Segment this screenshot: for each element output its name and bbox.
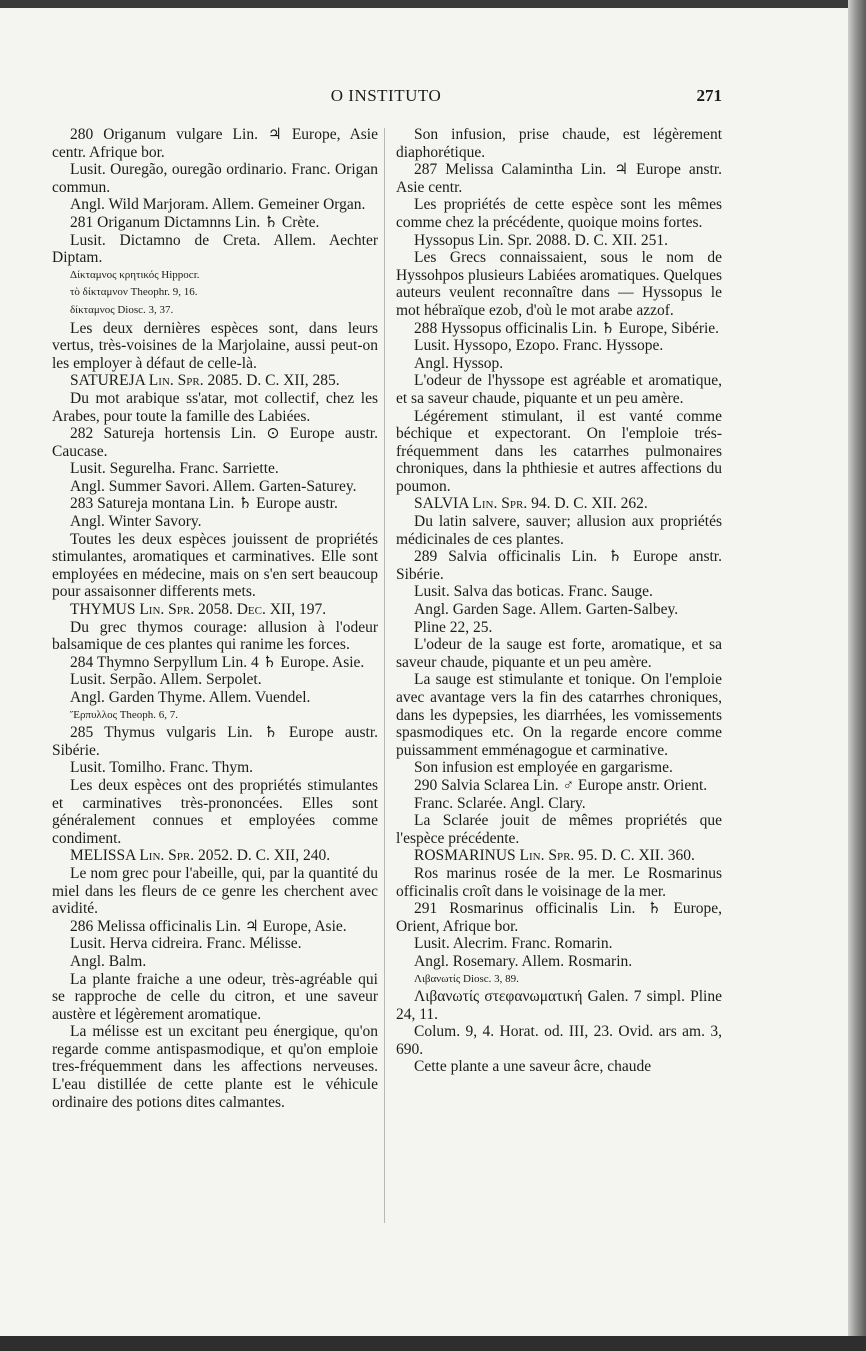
paragraph: Angl. Garden Thyme. Allem. Vuendel. — [70, 689, 311, 706]
genus-heading: MELISSA Lin. Spr. 2052. D. C. XII, 240. — [70, 847, 331, 865]
column-divider — [384, 128, 385, 1223]
paragraph: Lusit. Tomilho. Franc. Thym. — [70, 759, 254, 777]
paragraph: Les propriétés de cette espèce sont les mêmes comme chez la précédente, quoique moins fortes. — [396, 196, 722, 231]
paragraph: L'odeur de l'hyssope est agréable et aromatique, et sa saveur chaude, piquante et un peu amère. — [396, 372, 722, 407]
genus-heading: ROSMARINUS Lin. Spr. 95. D. C. XII. 360. — [414, 847, 695, 865]
paragraph: Le nom grec pour l'abeille, qui, par la quantité du miel dans les fleurs de ce genre les cherchent avec avidité. — [52, 864, 378, 918]
genus-heading: SALVIA Lin. Spr. 94. D. C. XII. 262. — [414, 495, 648, 513]
paragraph: Cette plante a une saveur âcre, chaude — [414, 1058, 652, 1076]
paragraph: Son infusion, prise chaude, est légèrement diaphorétique. — [396, 126, 722, 161]
paragraph: Lusit. Ouregão, ouregão ordinario. Franc. Origan commun. — [52, 161, 378, 196]
paragraph: Lusit. Herva cidreira. Franc. Mélisse. — [70, 935, 302, 953]
paragraph: Lusit. Hyssopo, Ezopo. Franc. Hyssope. — [414, 337, 664, 355]
paragraph: Λιβανωτίς στεφανωματική Galen. 7 simpl. Pline 24, 11. — [396, 988, 722, 1023]
paragraph: 290 Salvia Sclarea Lin. ♂ Europe anstr. Orient. — [414, 776, 708, 794]
paragraph: Pline 22, 25. — [414, 618, 493, 636]
paragraph: La Sclarée jouit de mêmes propriétés que l'espèce précédente. — [396, 812, 722, 847]
greek-citation: Λιβανωτίς Diosc. 3, 89. — [414, 972, 519, 985]
paragraph: Lusit. Segurelha. Franc. Sarriette. — [70, 460, 279, 478]
paragraph: Franc. Sclarée. Angl. Clary. — [414, 794, 586, 812]
paragraph: 289 Salvia officinalis Lin. ♄ Europe anstr. Sibérie. — [396, 548, 722, 583]
paragraph: Angl. Balm. — [70, 952, 147, 970]
page-edge-shadow — [848, 0, 866, 1351]
paragraph: 291 Rosmarinus officinalis Lin. ♄ Europe, Orient, Afrique bor. — [396, 900, 722, 935]
paragraph: L'odeur de la sauge est forte, aromatique, et sa saveur chaude, piquante et un peu amère. — [396, 636, 722, 671]
paragraph: Du grec thymos courage: allusion à l'odeur balsamique de ces plantes qui ranime les forces. — [52, 618, 378, 654]
greek-citation: τὸ δίκταμνον Theophr. 9, 16. — [70, 286, 198, 299]
paragraph: Son infusion est employée en gargarisme. — [414, 759, 673, 777]
running-header — [50, 86, 722, 112]
paragraph: 288 Hyssopus officinalis Lin. ♄ Europe, Sibérie. — [414, 319, 720, 337]
paragraph: Les Grecs connaissaient, sous le nom de Hyssohpos plusieurs Labiées aromatiques. Quelques auteurs veulent reconnaître dans — Hyssopus le mot hébraïque ezob, d'où le mot arabe azzof. — [396, 249, 722, 319]
paragraph: Lusit. Dictamno de Creta. Allem. Aechter Diptam. — [52, 231, 378, 267]
journal-title: O INSTITUTO — [330, 86, 442, 105]
paragraph: Du mot arabique ss'atar, mot collectif, chez les Arabes, pour toute la famille des Labiées. — [52, 389, 378, 425]
page-number: 271 — [696, 86, 722, 105]
greek-citation: δίκταμνος Diosc. 3, 37. — [70, 303, 174, 316]
genus-heading: Hyssopus Lin. Spr. 2088. D. C. XII. 251. — [414, 231, 669, 249]
paragraph: 287 Melissa Calamintha Lin. ♃ Europe anstr. Asie centr. — [396, 161, 722, 196]
genus-heading: SATUREJA Lin. Spr. 2085. D. C. XII, 285. — [70, 372, 340, 390]
paragraph: Toutes les deux espèces jouissent de propriétés stimulantes, aromatiques et carminatives. Elle sont employées en médecine, mais on s'en sert beaucoup pour assaisonner differents mets. — [52, 530, 378, 601]
paragraph: Angl. Summer Savori. Allem. Garten-Saturey. — [70, 477, 357, 495]
paragraph: La sauge est stimulante et tonique. On l'emploie avec avantage vers la fin des catarrhes chroniques, dans les dypepsies, les diarrhées, les vomissements spasmodiques etc. On la regarde encore comme puissamment emménagogue et carminative. — [396, 671, 722, 759]
paragraph: Lusit. Serpão. Allem. Serpolet. — [70, 671, 262, 689]
paragraph: Angl. Garden Sage. Allem. Garten-Salbey. — [414, 601, 679, 619]
paragraph: Lusit. Salva das boticas. Franc. Sauge. — [414, 583, 653, 601]
paragraph: Légérement stimulant, il est vanté comme béchique et expectorant. On l'emploie trés-fréquemment dans les catarrhes pulmonaires chroniques, dans la phthiesie et autres affections du poumon. — [396, 407, 722, 495]
genus-heading: THYMUS Lin. Spr. 2058. Dec. XII, 197. — [70, 601, 327, 619]
paragraph: La plante fraiche a une odeur, très-agréable qui se rapproche de celle du citron, et une saveur austère et légèrement aromatique. — [52, 970, 378, 1023]
paragraph: 282 Satureja hortensis Lin. ⊙ Europe austr. Caucase. — [52, 425, 378, 460]
right-column — [396, 126, 722, 1076]
paragraph: Ros marinus rosée de la mer. Le Rosmarinus officinalis croît dans le voisinage de la mer. — [396, 864, 722, 900]
paragraph: Lusit. Alecrim. Franc. Romarin. — [414, 935, 613, 953]
paragraph: Du latin salvere, sauver; allusion aux propriétés médicinales de ces plantes. — [396, 513, 722, 548]
paragraph: Angl. Wild Marjoram. Allem. Gemeiner Organ. — [70, 196, 366, 214]
scan-bottom-border — [0, 1336, 866, 1351]
paragraph: 281 Origanum Dictamnns Lin. ♄ Crète. — [70, 213, 320, 231]
paragraph: Angl. Winter Savory. — [70, 513, 202, 531]
paragraph: Angl. Hyssop. — [414, 354, 504, 372]
paragraph: La mélisse est un excitant peu énergique, qu'on regarde comme antispasmodique, et qu'on emploie tres-fréquemment dans les affections nerveuses. L'eau distillée de cette plante est le véhicule ordinaire des potions dites calmantes. — [52, 1023, 378, 1111]
left-column — [52, 126, 378, 1111]
paragraph: 283 Satureja montana Lin. ♄ Europe austr. — [70, 495, 338, 513]
paragraph: 280 Origanum vulgare Lin. ♃ Europe, Asie centr. Afrique bor. — [52, 126, 378, 161]
greek-citation: Ἕρπυλλος Theoph. 6, 7. — [70, 708, 179, 721]
paragraph: 284 Thymno Serpyllum Lin. 4 ♄ Europe. Asie. — [70, 653, 365, 671]
paragraph: 286 Melissa officinalis Lin. ♃ Europe, Asie. — [70, 917, 347, 935]
paragraph: 285 Thymus vulgaris Lin. ♄ Europe austr. Sibérie. — [52, 724, 378, 759]
scanned-page — [0, 8, 848, 1336]
paragraph: Angl. Rosemary. Allem. Rosmarin. — [414, 952, 633, 970]
greek-citation: Δίκταμνος κρητικός Hippocr. — [70, 268, 200, 281]
paragraph: Colum. 9, 4. Horat. od. III, 23. Ovid. ars am. 3, 690. — [396, 1023, 722, 1058]
paragraph: Les deux dernières espèces sont, dans leurs vertus, très-voisines de la Marjolaine, aussi peut-on les employer à défaut de celle-là. — [52, 319, 378, 372]
paragraph: Les deux espèces ont des propriétés stimulantes et carminatives très-prononcées. Elles sont généralement connues et employées comme condiment. — [52, 776, 378, 847]
